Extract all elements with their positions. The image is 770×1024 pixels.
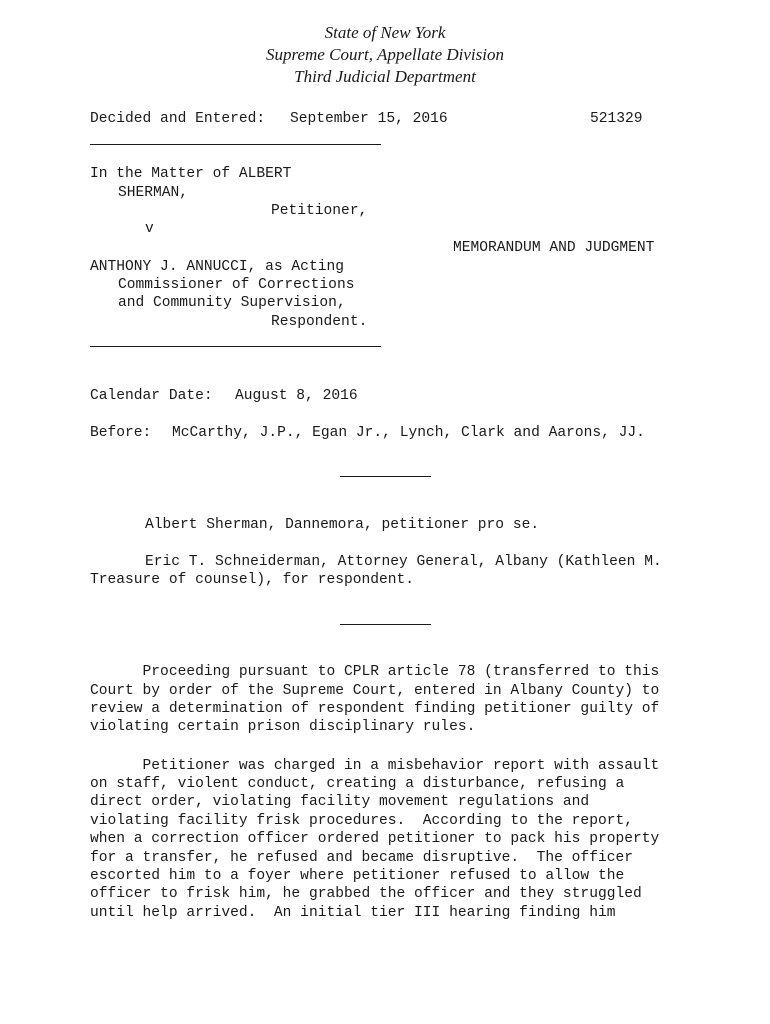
- versus: v: [145, 221, 154, 237]
- before-label: Before:: [90, 425, 152, 441]
- justices: McCarthy, J.P., Egan Jr., Lynch, Clark and Aarons, JJ.: [172, 425, 645, 441]
- court-header: [0, 22, 770, 88]
- paragraph-line: Petitioner was charged in a misbehavior report with assault: [90, 758, 660, 774]
- paragraph-line: direct order, violating facility movement regulations and: [90, 794, 590, 810]
- paragraph-line: Court by order of the Supreme Court, entered in Albany County) to: [90, 683, 660, 699]
- paragraph-line: officer to frisk him, he grabbed the officer and they struggled: [90, 886, 642, 902]
- respondent-name-line3: and Community Supervision,: [118, 295, 346, 311]
- respondent-name-line1: ANTHONY J. ANNUCCI, as Acting: [90, 259, 344, 275]
- decided-label: Decided and Entered:: [90, 111, 266, 127]
- docket-number: 521329: [590, 111, 643, 127]
- court-state: State of New York: [324, 23, 446, 42]
- paragraph-line: violating certain prison disciplinary rules.: [90, 719, 476, 735]
- decided-date: September 15, 2016: [290, 111, 448, 127]
- court-division: Supreme Court, Appellate Division: [266, 45, 504, 64]
- caption-bottom-rule: [90, 346, 381, 347]
- respondent-counsel-line1: Eric T. Schneiderman, Attorney General, Albany (Kathleen M.: [145, 554, 662, 570]
- petitioner-counsel: Albert Sherman, Dannemora, petitioner pro se.: [145, 517, 540, 533]
- respondent-role: Respondent.: [271, 314, 368, 330]
- petitioner-role: Petitioner,: [271, 203, 368, 219]
- respondent-counsel-line2: Treasure of counsel), for respondent.: [90, 572, 415, 588]
- petitioner-name-line2: SHERMAN,: [118, 185, 189, 201]
- memorandum-label: MEMORANDUM AND JUDGMENT: [453, 240, 655, 256]
- caption-top-rule: [90, 144, 381, 145]
- paragraph-line: on staff, violent conduct, creating a disturbance, refusing a: [90, 776, 625, 792]
- petitioner-name-line1: In the Matter of ALBERT: [90, 166, 292, 182]
- paragraph-line: review a determination of respondent finding petitioner guilty of: [90, 701, 660, 717]
- paragraph-line: Proceeding pursuant to CPLR article 78 (transferred to this: [90, 664, 660, 680]
- respondent-name-line2: Commissioner of Corrections: [118, 277, 355, 293]
- section-divider-2: [340, 624, 431, 625]
- paragraph-line: until help arrived. An initial tier III hearing finding him: [90, 905, 616, 921]
- section-divider-1: [340, 476, 431, 477]
- paragraph-line: violating facility frisk procedures. According to the report,: [90, 813, 633, 829]
- paragraph-line: when a correction officer ordered petitioner to pack his property: [90, 831, 660, 847]
- paragraph-line: escorted him to a foyer where petitioner refused to allow the: [90, 868, 625, 884]
- calendar-date: August 8, 2016: [235, 388, 358, 404]
- calendar-label: Calendar Date:: [90, 388, 213, 404]
- paragraph-line: for a transfer, he refused and became disruptive. The officer: [90, 850, 633, 866]
- court-department: Third Judicial Department: [294, 67, 476, 86]
